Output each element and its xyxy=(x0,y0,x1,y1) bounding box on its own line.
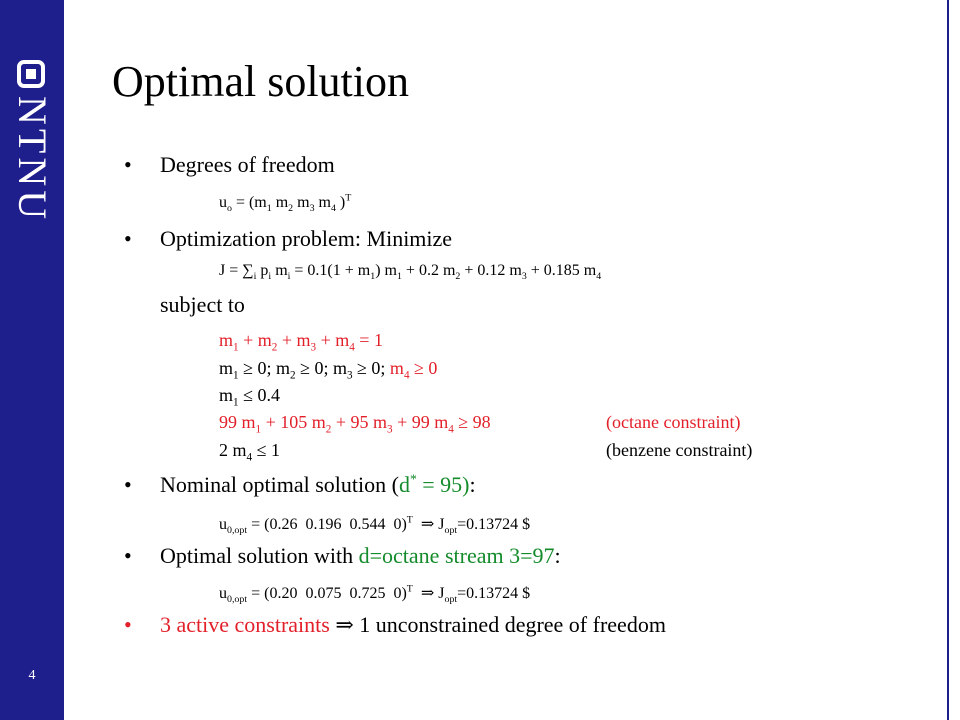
ntnu-sidebar xyxy=(0,0,64,720)
constraint-octane: 99 $m_1 + 105$ $m_2 + 95$ $m_3 + 99$ $m_4 \ge 98$ xyxy=(219,412,491,436)
constraint-mass-balance: $m_1 + m_2 + m_3 + m_4 = 1$ xyxy=(219,330,383,354)
subject-to-label: subject to xyxy=(160,292,245,317)
optsol-solution: $u_{0,opt} = (0.20$ 0.075 0.725 0)$^T$ ⇒ $J_{opt}=0.13724$ $ xyxy=(219,583,531,606)
octane-note: (octane constraint) xyxy=(606,412,741,432)
page-number: 4 xyxy=(28,668,36,683)
constraint-nonnegative: $m_1 \ge 0$; $m_2 \ge 0$; $m_3 \ge 0$; $m_4 \ge 0$ xyxy=(219,358,438,382)
optsol-heading: Optimal solution with d=octane stream 3=97: xyxy=(160,543,561,568)
slide-title: Optimal solution xyxy=(112,57,409,106)
nominal-heading: Nominal optimal solution (d* = 95): xyxy=(160,471,476,497)
ntnu-logo-icon xyxy=(17,60,45,88)
bullet-optsol: • xyxy=(124,543,132,568)
benzene-note: (benzene constraint) xyxy=(606,440,753,460)
dof-vector: $u_o = (m_1$ $m_2$ $m_3$ $m_4$ )$^T$ xyxy=(219,192,352,215)
bullet-optprob: • xyxy=(124,226,132,251)
nominal-solution: $u_{0,opt} = (0.26$ 0.196 0.544 0)$^T$ ⇒ $J_{opt}=0.13724$ $ xyxy=(219,514,531,537)
right-border xyxy=(947,0,949,720)
active-constraints-line: 3 active constraints ⇒ 1 unconstrained degree of freedom xyxy=(160,612,666,637)
dof-heading: Degrees of freedom xyxy=(160,152,335,177)
ntnu-logo-text: NTNU xyxy=(10,96,55,224)
cost-function: $J = \sum_i$ $p_i$ $m_i = 0.1(1 + m_1) m_1 + 0.2$ $m_2 + 0.12$ $m_3 + 0.185$ $m_4$ xyxy=(219,262,602,283)
bullet-active: • xyxy=(124,612,132,637)
constraint-m1-max: $m_1 \le 0.4$ xyxy=(219,385,280,409)
bullet-nominal: • xyxy=(124,472,132,497)
constraint-benzene: 2 $m_4 \le 1$ xyxy=(219,440,280,464)
bullet-dof: • xyxy=(124,152,132,177)
nominal-d: d* = 95) xyxy=(398,471,470,497)
optprob-heading: Optimization problem: Minimize xyxy=(160,226,453,251)
